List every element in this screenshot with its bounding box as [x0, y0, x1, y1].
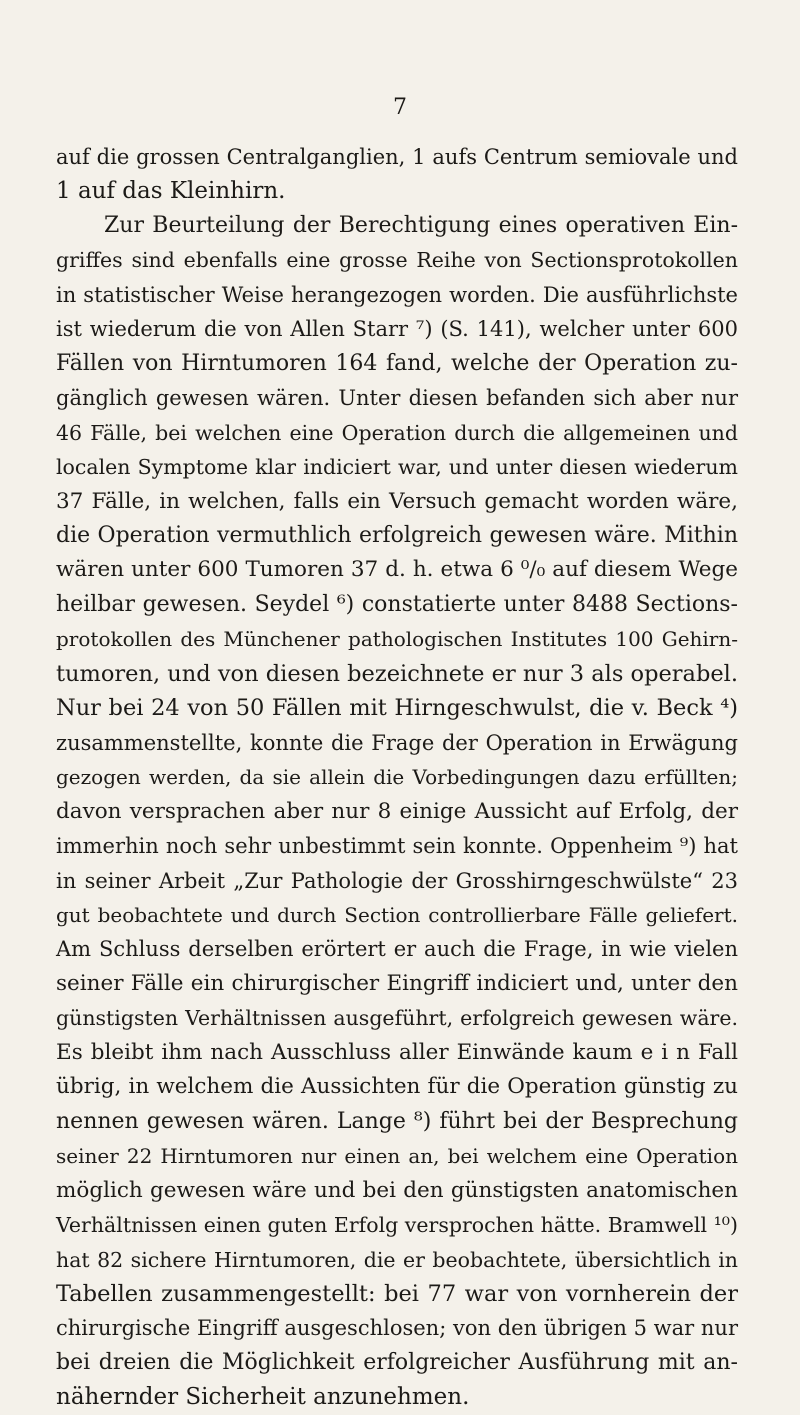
text-line: nähernder Sicherheit anzunehmen.	[56, 1384, 470, 1411]
text-line: Tabellen zusammengestellt: bei 77 war von vornherein der	[56, 1280, 738, 1307]
text-line: günstigsten Verhältnissen ausgeführt, erfolgreich gewesen wäre.	[56, 1006, 738, 1031]
text-line: zusammenstellte, konnte die Frage der Operation in Erwägung	[56, 730, 738, 755]
text-line: heilbar gewesen. Seydel ⁶) constatierte unter 8488 Sections-	[56, 591, 738, 617]
text-line: Verhältnissen einen guten Erfolg versprochen hätte. Bramwell ¹⁰)	[56, 1213, 738, 1238]
text-line: chirurgische Eingriff ausgeschlosen; von den übrigen 5 war nur	[56, 1316, 738, 1341]
text-line: protokollen des Münchener pathologischen Institutes 100 Gehirn-	[56, 627, 738, 652]
page-number: 7	[393, 95, 407, 120]
text-line: wären unter 600 Tumoren 37 d. h. etwa 6 ⁰/₀ auf diesem Wege	[56, 557, 738, 583]
text-line: in statistischer Weise herangezogen worden. Die ausführlichste	[56, 282, 738, 307]
text-line: Nur bei 24 von 50 Fällen mit Hirngeschwulst, die v. Beck ⁴)	[56, 695, 738, 722]
text-line: übrig, in welchem die Aussichten für die Operation günstig zu	[56, 1074, 738, 1100]
text-line: nennen gewesen wären. Lange ⁸) führt bei der Besprechung	[56, 1108, 738, 1134]
text-line: tumoren, und von diesen bezeichnete er nur 3 als operabel.	[56, 660, 739, 687]
text-line: Es bleibt ihm nach Ausschluss aller Einwände kaum e i n Fall	[56, 1039, 738, 1065]
text-line: seiner Fälle ein chirurgischer Eingriff indiciert und, unter den	[56, 970, 738, 996]
text-line: ist wiederum die von Allen Starr ⁷) (S. 141), welcher unter 600	[56, 317, 738, 342]
text-line: 46 Fälle, bei welchen eine Operation durch die allgemeinen und	[56, 420, 738, 445]
text-line: 37 Fälle, in welchen, falls ein Versuch gemacht worden wäre,	[56, 488, 738, 514]
text-line: möglich gewesen wäre und bei den günstigsten anatomischen	[56, 1177, 738, 1203]
text-line: auf die grossen Centralganglien, 1 aufs Centrum semiovale und	[56, 145, 738, 169]
body-text	[56, 140, 738, 1415]
text-line: gänglich gewesen wären. Unter diesen befanden sich aber nur	[56, 386, 738, 411]
text-line: seiner 22 Hirntumoren nur einen an, bei welchem eine Operation	[56, 1144, 738, 1169]
text-line: in seiner Arbeit „Zur Pathologie der Grosshirngeschwülste“ 23	[56, 868, 738, 893]
text-line: davon versprachen aber nur 8 einige Aussicht auf Erfolg, der	[56, 798, 738, 824]
text-line: immerhin noch sehr unbestimmt sein konnte. Oppenheim ⁹) hat	[56, 834, 738, 859]
text-line: bei dreien die Möglichkeit erfolgreicher Ausführung mit an-	[56, 1349, 738, 1375]
text-line: Fällen von Hirntumoren 164 fand, welche der Operation zu-	[56, 350, 738, 376]
text-line: Am Schluss derselben erörtert er auch die Frage, in wie vielen	[56, 937, 738, 962]
text-line: 1 auf das Kleinhirn.	[56, 178, 286, 205]
text-line: Zur Beurteilung der Berechtigung eines operativen Ein-	[104, 212, 738, 238]
text-line: hat 82 sichere Hirntumoren, die er beobachtete, übersichtlich in	[56, 1247, 738, 1272]
text-line: localen Symptome klar indiciert war, und unter diesen wiederum	[56, 455, 738, 480]
text-line: griffes sind ebenfalls eine grosse Reihe von Sectionsprotokollen	[56, 248, 738, 273]
text-line: gut beobachtete und durch Section controllierbare Fälle geliefert.	[56, 902, 738, 927]
text-line: gezogen werden, da sie allein die Vorbedingungen dazu erfüllten;	[56, 765, 738, 790]
text-line: die Operation vermuthlich erfolgreich gewesen wäre. Mithin	[56, 522, 738, 548]
